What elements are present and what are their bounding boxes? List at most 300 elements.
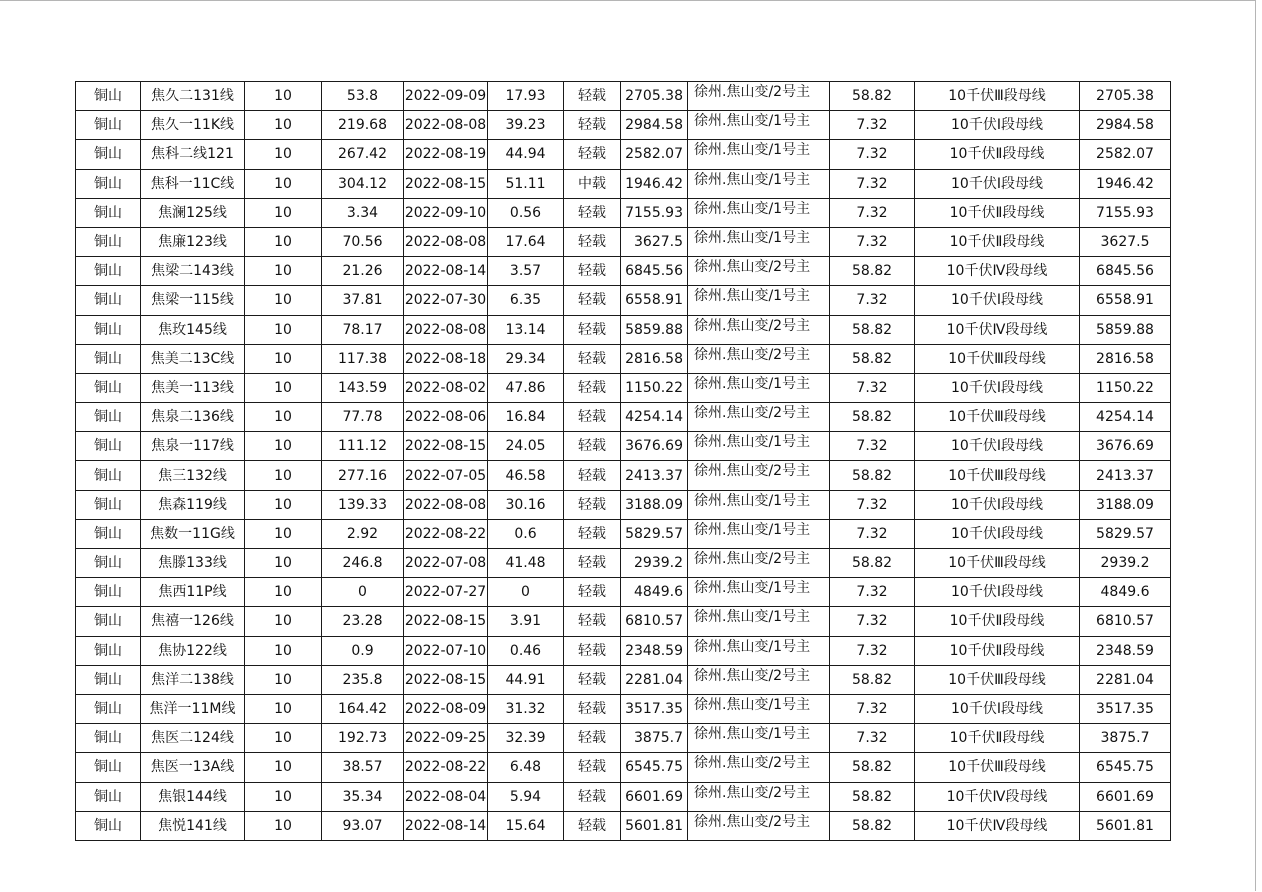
line-name-cell: 焦玫145线 xyxy=(141,315,245,344)
capacity-cell: 2816.58 xyxy=(621,344,688,373)
load-value-cell: 267.42 xyxy=(322,140,404,169)
load-value-cell: 21.26 xyxy=(322,257,404,286)
capacity-cell: 2281.04 xyxy=(621,665,688,694)
date-cell: 2022-08-15 xyxy=(404,432,488,461)
bus-section-cell: 10千伏Ⅲ段母线 xyxy=(915,665,1080,694)
line-name-cell: 焦悦141线 xyxy=(141,811,245,840)
transformer-rate-cell: 7.32 xyxy=(830,286,915,315)
load-value-cell: 143.59 xyxy=(322,373,404,402)
table-row xyxy=(76,578,1171,607)
voltage-cell: 10 xyxy=(245,315,322,344)
line-name-cell: 焦银144线 xyxy=(141,782,245,811)
region-cell: 铜山 xyxy=(76,169,141,198)
date-cell: 2022-08-09 xyxy=(404,694,488,723)
margin-cell: 2582.07 xyxy=(1080,140,1171,169)
bus-section-cell: 10千伏Ⅱ段母线 xyxy=(915,636,1080,665)
load-value-cell: 78.17 xyxy=(322,315,404,344)
line-name-cell: 焦梁一115线 xyxy=(141,286,245,315)
substation-cell: 徐州.焦山变/1号主 xyxy=(688,490,830,519)
line-name-cell: 焦西11P线 xyxy=(141,578,245,607)
bus-section-cell: 10千伏Ⅱ段母线 xyxy=(915,227,1080,256)
capacity-cell: 3517.35 xyxy=(621,694,688,723)
load-status-cell: 轻载 xyxy=(564,549,621,578)
capacity-cell: 5859.88 xyxy=(621,315,688,344)
load-rate-cell: 30.16 xyxy=(488,490,564,519)
transformer-rate-cell: 7.32 xyxy=(830,227,915,256)
load-value-cell: 70.56 xyxy=(322,227,404,256)
margin-cell: 5829.57 xyxy=(1080,519,1171,548)
voltage-cell: 10 xyxy=(245,286,322,315)
capacity-cell: 5829.57 xyxy=(621,519,688,548)
load-rate-cell: 39.23 xyxy=(488,111,564,140)
voltage-cell: 10 xyxy=(245,140,322,169)
substation-cell: 徐州.焦山变/2号主 xyxy=(688,82,830,111)
bus-section-cell: 10千伏Ⅰ段母线 xyxy=(915,169,1080,198)
table-row xyxy=(76,490,1171,519)
load-status-cell: 轻载 xyxy=(564,432,621,461)
transformer-rate-cell: 7.32 xyxy=(830,490,915,519)
capacity-cell: 6845.56 xyxy=(621,257,688,286)
capacity-cell: 6558.91 xyxy=(621,286,688,315)
region-cell: 铜山 xyxy=(76,490,141,519)
date-cell: 2022-08-15 xyxy=(404,169,488,198)
bus-section-cell: 10千伏Ⅲ段母线 xyxy=(915,461,1080,490)
transformer-rate-cell: 58.82 xyxy=(830,257,915,286)
voltage-cell: 10 xyxy=(245,782,322,811)
load-value-cell: 37.81 xyxy=(322,286,404,315)
load-status-cell: 轻载 xyxy=(564,490,621,519)
voltage-cell: 10 xyxy=(245,373,322,402)
region-cell: 铜山 xyxy=(76,286,141,315)
voltage-cell: 10 xyxy=(245,519,322,548)
voltage-cell: 10 xyxy=(245,811,322,840)
bus-section-cell: 10千伏Ⅰ段母线 xyxy=(915,373,1080,402)
load-value-cell: 93.07 xyxy=(322,811,404,840)
bus-section-cell: 10千伏Ⅲ段母线 xyxy=(915,403,1080,432)
bus-section-cell: 10千伏Ⅲ段母线 xyxy=(915,344,1080,373)
line-name-cell: 焦美二13C线 xyxy=(141,344,245,373)
date-cell: 2022-08-04 xyxy=(404,782,488,811)
voltage-cell: 10 xyxy=(245,461,322,490)
load-rate-cell: 29.34 xyxy=(488,344,564,373)
voltage-cell: 10 xyxy=(245,694,322,723)
margin-cell: 2984.58 xyxy=(1080,111,1171,140)
substation-cell: 徐州.焦山变/1号主 xyxy=(688,578,830,607)
load-value-cell: 304.12 xyxy=(322,169,404,198)
load-rate-cell: 17.64 xyxy=(488,227,564,256)
margin-cell: 2348.59 xyxy=(1080,636,1171,665)
margin-cell: 5601.81 xyxy=(1080,811,1171,840)
bus-section-cell: 10千伏Ⅰ段母线 xyxy=(915,519,1080,548)
date-cell: 2022-08-08 xyxy=(404,111,488,140)
load-status-cell: 轻载 xyxy=(564,111,621,140)
margin-cell: 3627.5 xyxy=(1080,227,1171,256)
voltage-cell: 10 xyxy=(245,227,322,256)
line-name-cell: 焦滕133线 xyxy=(141,549,245,578)
load-value-cell: 277.16 xyxy=(322,461,404,490)
table-row xyxy=(76,432,1171,461)
table-row xyxy=(76,753,1171,782)
margin-cell: 5859.88 xyxy=(1080,315,1171,344)
line-name-cell: 焦梁二143线 xyxy=(141,257,245,286)
voltage-cell: 10 xyxy=(245,432,322,461)
region-cell: 铜山 xyxy=(76,811,141,840)
bus-section-cell: 10千伏Ⅰ段母线 xyxy=(915,432,1080,461)
region-cell: 铜山 xyxy=(76,432,141,461)
region-cell: 铜山 xyxy=(76,140,141,169)
date-cell: 2022-08-18 xyxy=(404,344,488,373)
load-rate-cell: 32.39 xyxy=(488,724,564,753)
load-status-cell: 轻载 xyxy=(564,782,621,811)
region-cell: 铜山 xyxy=(76,198,141,227)
load-value-cell: 53.8 xyxy=(322,82,404,111)
load-status-cell: 轻载 xyxy=(564,811,621,840)
load-status-cell: 轻载 xyxy=(564,198,621,227)
load-value-cell: 3.34 xyxy=(322,198,404,227)
table-row xyxy=(76,549,1171,578)
voltage-cell: 10 xyxy=(245,344,322,373)
line-name-cell: 焦科二线121 xyxy=(141,140,245,169)
region-cell: 铜山 xyxy=(76,461,141,490)
margin-cell: 6558.91 xyxy=(1080,286,1171,315)
substation-cell: 徐州.焦山变/1号主 xyxy=(688,198,830,227)
capacity-cell: 4254.14 xyxy=(621,403,688,432)
transformer-rate-cell: 58.82 xyxy=(830,782,915,811)
load-status-cell: 轻载 xyxy=(564,373,621,402)
bus-section-cell: 10千伏Ⅰ段母线 xyxy=(915,578,1080,607)
transformer-rate-cell: 58.82 xyxy=(830,82,915,111)
margin-cell: 4849.6 xyxy=(1080,578,1171,607)
load-status-cell: 轻载 xyxy=(564,578,621,607)
load-value-cell: 219.68 xyxy=(322,111,404,140)
capacity-cell: 3875.7 xyxy=(621,724,688,753)
region-cell: 铜山 xyxy=(76,82,141,111)
load-value-cell: 0.9 xyxy=(322,636,404,665)
load-status-cell: 轻载 xyxy=(564,286,621,315)
line-name-cell: 焦森119线 xyxy=(141,490,245,519)
capacity-cell: 3188.09 xyxy=(621,490,688,519)
margin-cell: 2281.04 xyxy=(1080,665,1171,694)
region-cell: 铜山 xyxy=(76,782,141,811)
region-cell: 铜山 xyxy=(76,607,141,636)
date-cell: 2022-08-06 xyxy=(404,403,488,432)
bus-section-cell: 10千伏Ⅳ段母线 xyxy=(915,782,1080,811)
voltage-cell: 10 xyxy=(245,257,322,286)
load-value-cell: 2.92 xyxy=(322,519,404,548)
capacity-cell: 5601.81 xyxy=(621,811,688,840)
load-value-cell: 111.12 xyxy=(322,432,404,461)
line-name-cell: 焦协122线 xyxy=(141,636,245,665)
transformer-rate-cell: 7.32 xyxy=(830,607,915,636)
line-name-cell: 焦洋一11M线 xyxy=(141,694,245,723)
bus-section-cell: 10千伏Ⅳ段母线 xyxy=(915,315,1080,344)
table-row xyxy=(76,636,1171,665)
bus-section-cell: 10千伏Ⅲ段母线 xyxy=(915,549,1080,578)
load-status-cell: 中载 xyxy=(564,169,621,198)
table-row xyxy=(76,111,1171,140)
bus-section-cell: 10千伏Ⅱ段母线 xyxy=(915,140,1080,169)
date-cell: 2022-07-05 xyxy=(404,461,488,490)
load-rate-cell: 44.94 xyxy=(488,140,564,169)
load-status-cell: 轻载 xyxy=(564,753,621,782)
capacity-cell: 4849.6 xyxy=(621,578,688,607)
load-rate-cell: 0 xyxy=(488,578,564,607)
capacity-cell: 2348.59 xyxy=(621,636,688,665)
line-name-cell: 焦科一11C线 xyxy=(141,169,245,198)
data-table xyxy=(75,81,1171,841)
line-name-cell: 焦三132线 xyxy=(141,461,245,490)
table-row xyxy=(76,782,1171,811)
voltage-cell: 10 xyxy=(245,665,322,694)
load-rate-cell: 3.91 xyxy=(488,607,564,636)
region-cell: 铜山 xyxy=(76,111,141,140)
margin-cell: 2413.37 xyxy=(1080,461,1171,490)
voltage-cell: 10 xyxy=(245,636,322,665)
transformer-rate-cell: 58.82 xyxy=(830,549,915,578)
margin-cell: 2939.2 xyxy=(1080,549,1171,578)
substation-cell: 徐州.焦山变/1号主 xyxy=(688,694,830,723)
table-row xyxy=(76,461,1171,490)
transformer-rate-cell: 7.32 xyxy=(830,519,915,548)
voltage-cell: 10 xyxy=(245,169,322,198)
capacity-cell: 6601.69 xyxy=(621,782,688,811)
substation-cell: 徐州.焦山变/2号主 xyxy=(688,549,830,578)
date-cell: 2022-08-14 xyxy=(404,257,488,286)
line-name-cell: 焦澜125线 xyxy=(141,198,245,227)
capacity-cell: 6545.75 xyxy=(621,753,688,782)
margin-cell: 3676.69 xyxy=(1080,432,1171,461)
load-status-cell: 轻载 xyxy=(564,724,621,753)
load-value-cell: 235.8 xyxy=(322,665,404,694)
load-value-cell: 23.28 xyxy=(322,607,404,636)
table-row xyxy=(76,315,1171,344)
transformer-rate-cell: 58.82 xyxy=(830,403,915,432)
capacity-cell: 7155.93 xyxy=(621,198,688,227)
region-cell: 铜山 xyxy=(76,403,141,432)
load-rate-cell: 31.32 xyxy=(488,694,564,723)
line-name-cell: 焦医二124线 xyxy=(141,724,245,753)
load-rate-cell: 0.56 xyxy=(488,198,564,227)
voltage-cell: 10 xyxy=(245,724,322,753)
region-cell: 铜山 xyxy=(76,373,141,402)
line-name-cell: 焦久二131线 xyxy=(141,82,245,111)
substation-cell: 徐州.焦山变/2号主 xyxy=(688,344,830,373)
table-row xyxy=(76,82,1171,111)
date-cell: 2022-08-08 xyxy=(404,227,488,256)
table-row xyxy=(76,724,1171,753)
region-cell: 铜山 xyxy=(76,344,141,373)
margin-cell: 7155.93 xyxy=(1080,198,1171,227)
capacity-cell: 2984.58 xyxy=(621,111,688,140)
transformer-rate-cell: 58.82 xyxy=(830,461,915,490)
transformer-rate-cell: 7.32 xyxy=(830,169,915,198)
load-status-cell: 轻载 xyxy=(564,140,621,169)
load-rate-cell: 0.6 xyxy=(488,519,564,548)
load-status-cell: 轻载 xyxy=(564,344,621,373)
capacity-cell: 2705.38 xyxy=(621,82,688,111)
load-status-cell: 轻载 xyxy=(564,82,621,111)
substation-cell: 徐州.焦山变/1号主 xyxy=(688,373,830,402)
margin-cell: 6545.75 xyxy=(1080,753,1171,782)
region-cell: 铜山 xyxy=(76,694,141,723)
margin-cell: 3188.09 xyxy=(1080,490,1171,519)
transformer-rate-cell: 7.32 xyxy=(830,140,915,169)
capacity-cell: 1150.22 xyxy=(621,373,688,402)
load-value-cell: 139.33 xyxy=(322,490,404,519)
transformer-rate-cell: 7.32 xyxy=(830,578,915,607)
load-status-cell: 轻载 xyxy=(564,636,621,665)
voltage-cell: 10 xyxy=(245,82,322,111)
table-row xyxy=(76,403,1171,432)
substation-cell: 徐州.焦山变/1号主 xyxy=(688,607,830,636)
date-cell: 2022-08-22 xyxy=(404,753,488,782)
margin-cell: 4254.14 xyxy=(1080,403,1171,432)
voltage-cell: 10 xyxy=(245,549,322,578)
bus-section-cell: 10千伏Ⅰ段母线 xyxy=(915,111,1080,140)
capacity-cell: 2939.2 xyxy=(621,549,688,578)
margin-cell: 1150.22 xyxy=(1080,373,1171,402)
transformer-rate-cell: 58.82 xyxy=(830,344,915,373)
voltage-cell: 10 xyxy=(245,578,322,607)
capacity-cell: 2413.37 xyxy=(621,461,688,490)
load-rate-cell: 17.93 xyxy=(488,82,564,111)
load-rate-cell: 16.84 xyxy=(488,403,564,432)
table-row xyxy=(76,665,1171,694)
voltage-cell: 10 xyxy=(245,198,322,227)
region-cell: 铜山 xyxy=(76,519,141,548)
table-row xyxy=(76,140,1171,169)
load-status-cell: 轻载 xyxy=(564,519,621,548)
voltage-cell: 10 xyxy=(245,490,322,519)
margin-cell: 6810.57 xyxy=(1080,607,1171,636)
table-row xyxy=(76,227,1171,256)
margin-cell: 1946.42 xyxy=(1080,169,1171,198)
substation-cell: 徐州.焦山变/2号主 xyxy=(688,753,830,782)
date-cell: 2022-07-27 xyxy=(404,578,488,607)
transformer-rate-cell: 58.82 xyxy=(830,753,915,782)
region-cell: 铜山 xyxy=(76,257,141,286)
date-cell: 2022-07-08 xyxy=(404,549,488,578)
date-cell: 2022-07-10 xyxy=(404,636,488,665)
bus-section-cell: 10千伏Ⅱ段母线 xyxy=(915,198,1080,227)
table-row xyxy=(76,286,1171,315)
capacity-cell: 3627.5 xyxy=(621,227,688,256)
date-cell: 2022-08-15 xyxy=(404,665,488,694)
load-value-cell: 246.8 xyxy=(322,549,404,578)
table-row xyxy=(76,169,1171,198)
line-name-cell: 焦洋二138线 xyxy=(141,665,245,694)
region-cell: 铜山 xyxy=(76,636,141,665)
load-value-cell: 192.73 xyxy=(322,724,404,753)
transformer-rate-cell: 7.32 xyxy=(830,694,915,723)
capacity-cell: 1946.42 xyxy=(621,169,688,198)
region-cell: 铜山 xyxy=(76,315,141,344)
table-row xyxy=(76,257,1171,286)
substation-cell: 徐州.焦山变/2号主 xyxy=(688,403,830,432)
load-rate-cell: 6.35 xyxy=(488,286,564,315)
bus-section-cell: 10千伏Ⅰ段母线 xyxy=(915,694,1080,723)
substation-cell: 徐州.焦山变/2号主 xyxy=(688,811,830,840)
load-value-cell: 164.42 xyxy=(322,694,404,723)
load-status-cell: 轻载 xyxy=(564,665,621,694)
capacity-cell: 3676.69 xyxy=(621,432,688,461)
margin-cell: 6845.56 xyxy=(1080,257,1171,286)
transformer-rate-cell: 7.32 xyxy=(830,432,915,461)
region-cell: 铜山 xyxy=(76,724,141,753)
line-name-cell: 焦泉一117线 xyxy=(141,432,245,461)
substation-cell: 徐州.焦山变/1号主 xyxy=(688,432,830,461)
load-rate-cell: 47.86 xyxy=(488,373,564,402)
table-row xyxy=(76,694,1171,723)
capacity-cell: 2582.07 xyxy=(621,140,688,169)
load-status-cell: 轻载 xyxy=(564,694,621,723)
line-name-cell: 焦医一13A线 xyxy=(141,753,245,782)
bus-section-cell: 10千伏Ⅲ段母线 xyxy=(915,753,1080,782)
transformer-rate-cell: 58.82 xyxy=(830,811,915,840)
load-status-cell: 轻载 xyxy=(564,461,621,490)
voltage-cell: 10 xyxy=(245,753,322,782)
voltage-cell: 10 xyxy=(245,403,322,432)
substation-cell: 徐州.焦山变/1号主 xyxy=(688,227,830,256)
line-name-cell: 焦久一11K线 xyxy=(141,111,245,140)
date-cell: 2022-09-09 xyxy=(404,82,488,111)
date-cell: 2022-08-08 xyxy=(404,315,488,344)
load-status-cell: 轻载 xyxy=(564,403,621,432)
load-rate-cell: 5.94 xyxy=(488,782,564,811)
date-cell: 2022-08-08 xyxy=(404,490,488,519)
substation-cell: 徐州.焦山变/1号主 xyxy=(688,724,830,753)
bus-section-cell: 10千伏Ⅳ段母线 xyxy=(915,257,1080,286)
margin-cell: 3517.35 xyxy=(1080,694,1171,723)
date-cell: 2022-09-10 xyxy=(404,198,488,227)
line-name-cell: 焦美一113线 xyxy=(141,373,245,402)
region-cell: 铜山 xyxy=(76,227,141,256)
bus-section-cell: 10千伏Ⅲ段母线 xyxy=(915,82,1080,111)
load-status-cell: 轻载 xyxy=(564,227,621,256)
load-rate-cell: 51.11 xyxy=(488,169,564,198)
load-value-cell: 35.34 xyxy=(322,782,404,811)
date-cell: 2022-08-19 xyxy=(404,140,488,169)
bus-section-cell: 10千伏Ⅰ段母线 xyxy=(915,286,1080,315)
line-name-cell: 焦禧一126线 xyxy=(141,607,245,636)
substation-cell: 徐州.焦山变/2号主 xyxy=(688,665,830,694)
load-rate-cell: 41.48 xyxy=(488,549,564,578)
date-cell: 2022-07-30 xyxy=(404,286,488,315)
margin-cell: 2816.58 xyxy=(1080,344,1171,373)
bus-section-cell: 10千伏Ⅰ段母线 xyxy=(915,490,1080,519)
date-cell: 2022-08-22 xyxy=(404,519,488,548)
bus-section-cell: 10千伏Ⅱ段母线 xyxy=(915,724,1080,753)
date-cell: 2022-09-25 xyxy=(404,724,488,753)
line-name-cell: 焦廉123线 xyxy=(141,227,245,256)
load-rate-cell: 13.14 xyxy=(488,315,564,344)
margin-cell: 2705.38 xyxy=(1080,82,1171,111)
substation-cell: 徐州.焦山变/2号主 xyxy=(688,257,830,286)
load-value-cell: 0 xyxy=(322,578,404,607)
transformer-rate-cell: 7.32 xyxy=(830,373,915,402)
margin-cell: 3875.7 xyxy=(1080,724,1171,753)
load-rate-cell: 24.05 xyxy=(488,432,564,461)
load-status-cell: 轻载 xyxy=(564,257,621,286)
date-cell: 2022-08-02 xyxy=(404,373,488,402)
transformer-rate-cell: 7.32 xyxy=(830,198,915,227)
load-rate-cell: 44.91 xyxy=(488,665,564,694)
table-body xyxy=(76,82,1171,841)
substation-cell: 徐州.焦山变/1号主 xyxy=(688,286,830,315)
bus-section-cell: 10千伏Ⅱ段母线 xyxy=(915,607,1080,636)
table-row xyxy=(76,373,1171,402)
substation-cell: 徐州.焦山变/1号主 xyxy=(688,636,830,665)
